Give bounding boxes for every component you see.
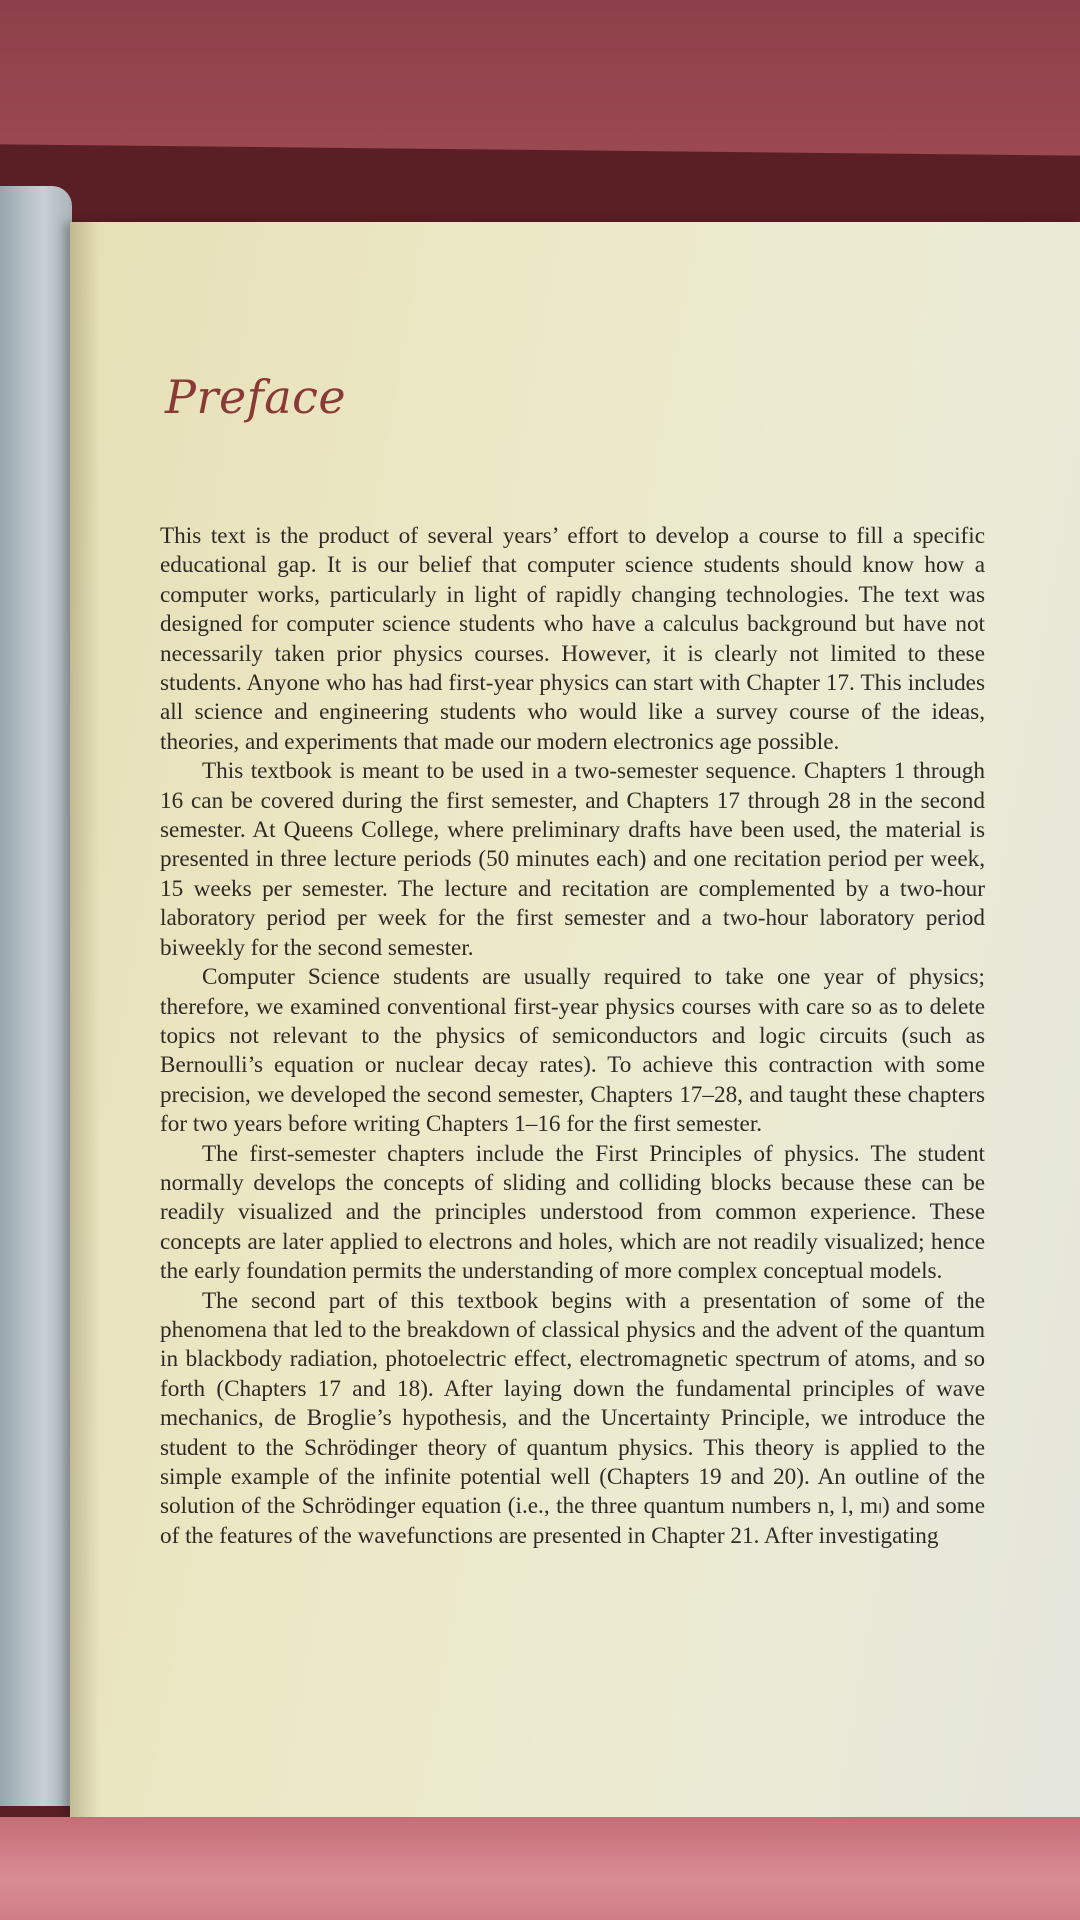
preface-body (160, 522, 985, 1551)
paragraph-4: The first-semester chapters include the First Principles of physics. The student normally develops the concepts of sliding and colliding blocks because these can be readily visualized and the principles understood from common experience. These concepts are later applied to electrons and holes, which are not readily visualized; hence the early foundation permits the understanding of more complex conceptual models. (160, 1140, 985, 1285)
paragraph-2: This textbook is meant to be used in a two-semester sequence. Chapters 1 through 16 can be covered during the first semester, and Chapters 17 through 28 in the second semester. At Queens College, where preliminary drafts have been used, the material is presented in three lecture periods (50 minutes each) and one recitation period per week, 15 weeks per semester. The lecture and recitation are complemented by a two-hour laboratory period per week for the first semester and a two-hour laboratory period biweekly for the second semester. (160, 758, 985, 961)
page-title: Preface (165, 370, 347, 424)
previous-page-edge (0, 186, 72, 1806)
book-page (70, 222, 1080, 1817)
paragraph-3: Computer Science students are usually required to take one year of physics; therefore, we examined conventional first-year physics courses with care so as to delete topics not relevant to the physics of semiconductors and logic circuits (such as Bernoulli’s equation or nuclear decay rates). To achieve this contraction with some precision, we developed the second semester, Chapters 17–28, and taught these chapters for two years before writing Chapters 1–16 for the first semester. (160, 964, 985, 1138)
desk-foreground (0, 1817, 1080, 1920)
paragraph-5: The second part of this textbook begins with a presentation of some of the phenomena that led to the breakdown of classical physics and the advent of the quantum in blackbody radiation, photoelectric effect, electromagnetic spectrum of atoms, and so forth (Chapters 17 and 18). After laying down the fundamental principles of wave mechanics, de Broglie’s hypothesis, and the Uncertainty Principle, we introduce the student to the Schrödinger theory of quantum physics. This theory is applied to the simple example of the infinite potential well (Chapters 19 and 20). An outline of the solution of the Schrödinger equation (i.e., the three quantum numbers n, l, mₗ) and some of the features of the wavefunctions are presented in Chapter 21. After investigating (160, 1287, 985, 1549)
paragraph-1: This text is the product of several years’ effort to develop a course to fill a specific educational gap. It is our belief that computer science students should know how a computer works, particularly in light of rapidly changing technologies. The text was designed for computer science students who have a calculus background but have not necessarily taken prior physics courses. However, it is clearly not limited to these students. Anyone who has had first-year physics can start with Chapter 17. This includes all science and engineering students who would like a survey course of the ideas, theories, and experiments that made our modern electronics age possible. (160, 523, 985, 755)
